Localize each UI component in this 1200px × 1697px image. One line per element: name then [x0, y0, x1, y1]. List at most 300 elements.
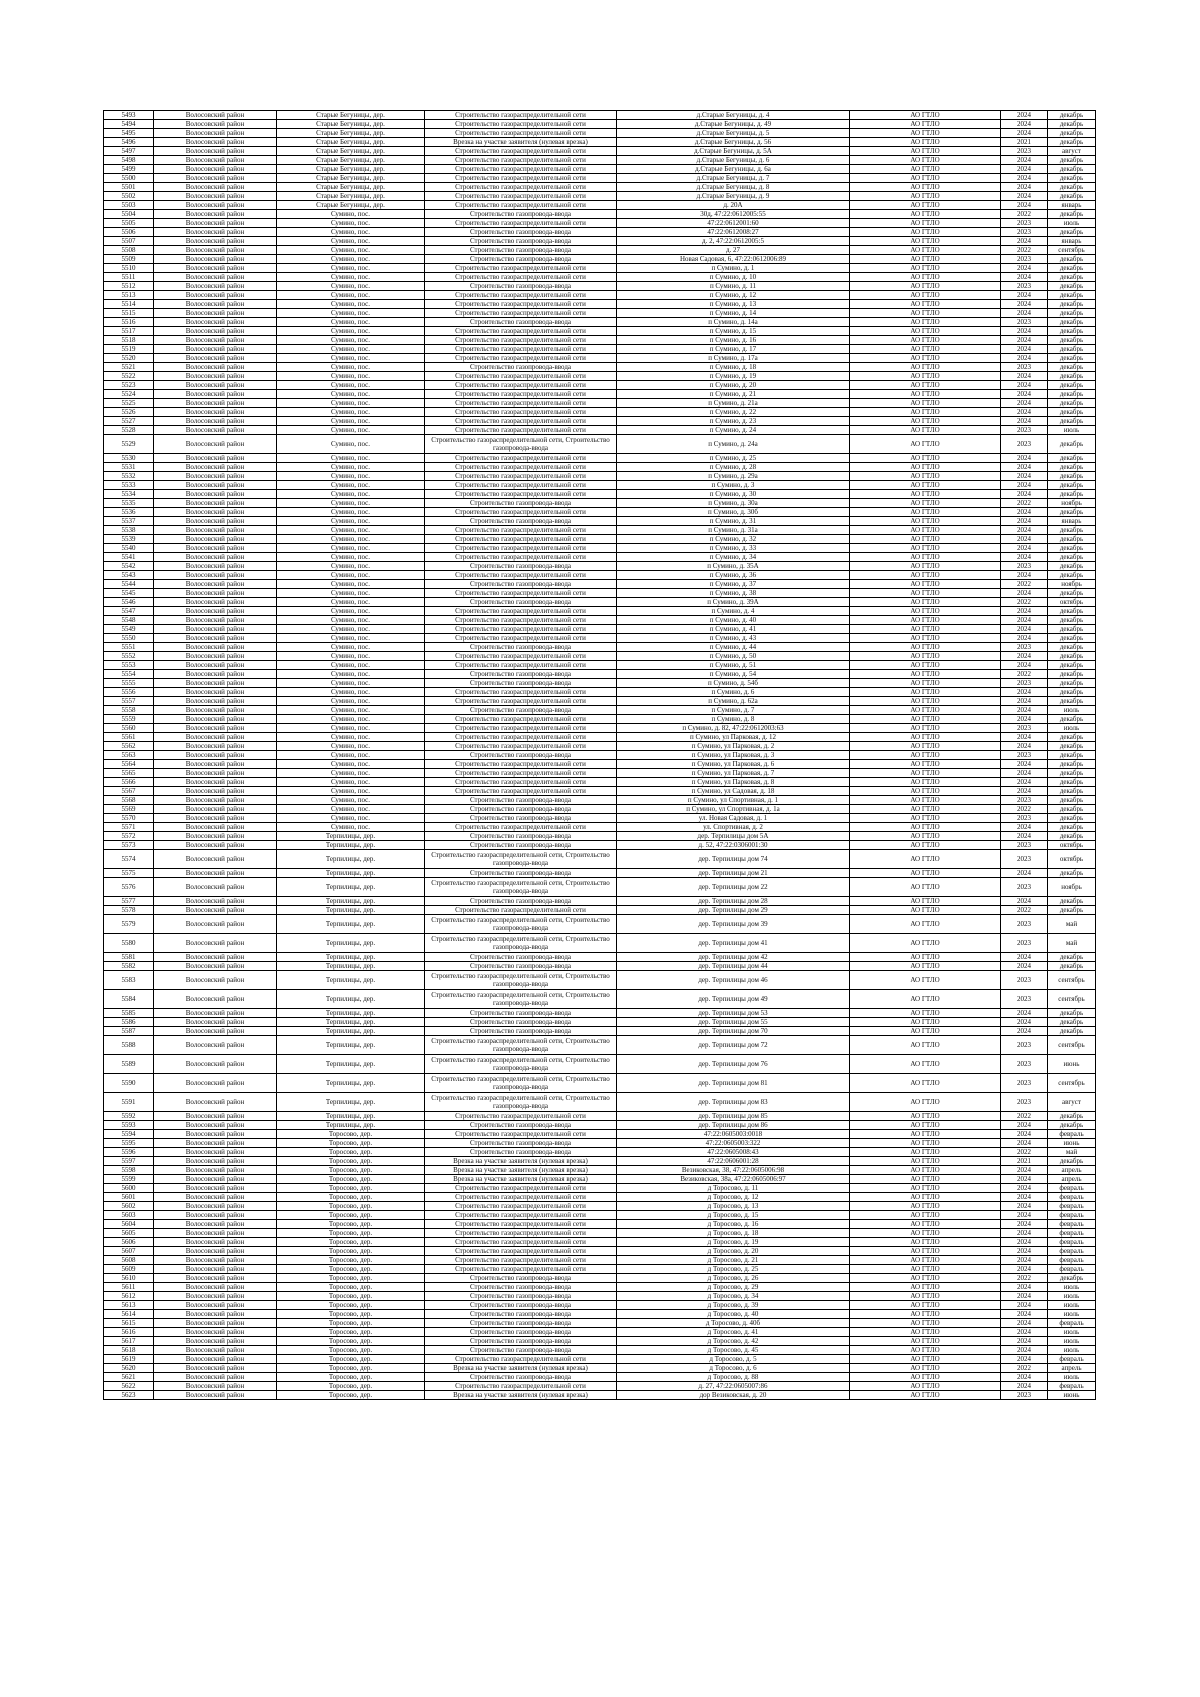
year-cell: 2024 [1001, 454, 1048, 463]
address-cell: п Сумино, д. 10 [617, 273, 850, 282]
year-cell: 2023 [1001, 318, 1048, 327]
month-cell: декабрь [1048, 869, 1096, 878]
settlement-cell: Сумино, пос. [277, 625, 425, 634]
month-cell: декабрь [1048, 787, 1096, 796]
row-number-cell: 5582 [104, 962, 154, 971]
address-cell: 47:22:0612001:60 [617, 219, 850, 228]
address-cell: п Сумино, д. 17а [617, 354, 850, 363]
year-cell: 2024 [1001, 327, 1048, 336]
table-row [104, 1319, 1096, 1328]
table-row [104, 228, 1096, 237]
year-cell: 2023 [1001, 643, 1048, 652]
month-cell: октябрь [1048, 850, 1096, 869]
work-type-cell: Строительство газораспределительной сети [425, 309, 617, 318]
year-cell: 2022 [1001, 670, 1048, 679]
settlement-cell: Сумино, пос. [277, 481, 425, 490]
address-cell: д.Старые Бегуницы, д. 4 [617, 111, 850, 120]
work-type-cell: Строительство газопровода-ввода [425, 1328, 617, 1337]
organization-cell: АО ГТЛО [850, 147, 1001, 156]
district-cell: Волосовский район [154, 724, 277, 733]
year-cell: 2024 [1001, 832, 1048, 841]
row-number-cell: 5524 [104, 390, 154, 399]
organization-cell: АО ГТЛО [850, 327, 1001, 336]
district-cell: Волосовский район [154, 508, 277, 517]
year-cell: 2023 [1001, 363, 1048, 372]
organization-cell: АО ГТЛО [850, 1074, 1001, 1093]
row-number-cell: 5517 [104, 327, 154, 336]
organization-cell: АО ГТЛО [850, 1265, 1001, 1274]
district-cell: Волосовский район [154, 129, 277, 138]
settlement-cell: Терпилицы, дер. [277, 1036, 425, 1055]
work-type-cell: Строительство газопровода-ввода [425, 962, 617, 971]
year-cell: 2024 [1001, 517, 1048, 526]
settlement-cell: Сумино, пос. [277, 679, 425, 688]
district-cell: Волосовский район [154, 1337, 277, 1346]
settlement-cell: Сумино, пос. [277, 291, 425, 300]
row-number-cell: 5549 [104, 625, 154, 634]
settlement-cell: Терпилицы, дер. [277, 1074, 425, 1093]
month-cell: декабрь [1048, 291, 1096, 300]
table-row [104, 878, 1096, 897]
table-row [104, 953, 1096, 962]
address-cell: дер. Терпилицы дом 39 [617, 915, 850, 934]
row-number-cell: 5547 [104, 607, 154, 616]
organization-cell: АО ГТЛО [850, 1139, 1001, 1148]
work-type-cell: Строительство газораспределительной сети [425, 625, 617, 634]
row-number-cell: 5534 [104, 490, 154, 499]
address-cell: д Торосово, д. 88 [617, 1373, 850, 1382]
table-row [104, 906, 1096, 915]
address-cell: дер. Терпилицы дом 5А [617, 832, 850, 841]
settlement-cell: Старые Бегуницы, дер. [277, 165, 425, 174]
district-cell: Волосовский район [154, 805, 277, 814]
row-number-cell: 5540 [104, 544, 154, 553]
month-cell: декабрь [1048, 751, 1096, 760]
work-type-cell: Строительство газопровода-ввода [425, 1319, 617, 1328]
district-cell: Волосовский район [154, 300, 277, 309]
organization-cell: АО ГТЛО [850, 1274, 1001, 1283]
organization-cell: АО ГТЛО [850, 634, 1001, 643]
table-row [104, 526, 1096, 535]
work-type-cell: Строительство газопровода-ввода [425, 814, 617, 823]
row-number-cell: 5520 [104, 354, 154, 363]
address-cell: п Сумино, д. 7 [617, 706, 850, 715]
settlement-cell: Торосово, дер. [277, 1391, 425, 1400]
work-type-cell: Строительство газораспределительной сети [425, 688, 617, 697]
row-number-cell: 5592 [104, 1112, 154, 1121]
work-type-cell: Врезка на участке заявителя (нулевая врезка) [425, 1175, 617, 1184]
row-number-cell: 5496 [104, 138, 154, 147]
row-number-cell: 5538 [104, 526, 154, 535]
settlement-cell: Торосово, дер. [277, 1166, 425, 1175]
work-type-cell: Строительство газораспределительной сети [425, 381, 617, 390]
row-number-cell: 5567 [104, 787, 154, 796]
row-number-cell: 5511 [104, 273, 154, 282]
month-cell: декабрь [1048, 192, 1096, 201]
month-cell: октябрь [1048, 598, 1096, 607]
table-row [104, 1148, 1096, 1157]
organization-cell: АО ГТЛО [850, 742, 1001, 751]
table-row [104, 156, 1096, 165]
address-cell: Везиковская, 38, 47:22:0605006:98 [617, 1166, 850, 1175]
table-row [104, 697, 1096, 706]
row-number-cell: 5618 [104, 1346, 154, 1355]
table-row [104, 544, 1096, 553]
row-number-cell: 5539 [104, 535, 154, 544]
settlement-cell: Торосово, дер. [277, 1130, 425, 1139]
month-cell: июль [1048, 1328, 1096, 1337]
settlement-cell: Сумино, пос. [277, 769, 425, 778]
month-cell: декабрь [1048, 354, 1096, 363]
year-cell: 2024 [1001, 1382, 1048, 1391]
organization-cell: АО ГТЛО [850, 1229, 1001, 1238]
district-cell: Волосовский район [154, 273, 277, 282]
address-cell: п Сумино, д. 4 [617, 607, 850, 616]
work-type-cell: Строительство газораспределительной сети [425, 1112, 617, 1121]
address-cell: дер. Терпилицы дом 83 [617, 1093, 850, 1112]
settlement-cell: Терпилицы, дер. [277, 1121, 425, 1130]
year-cell: 2024 [1001, 544, 1048, 553]
settlement-cell: Сумино, пос. [277, 463, 425, 472]
table-row [104, 823, 1096, 832]
settlement-cell: Сумино, пос. [277, 435, 425, 454]
address-cell: д Торосово, д. 25 [617, 1265, 850, 1274]
address-cell: п Сумино, д. 21а [617, 399, 850, 408]
year-cell: 2022 [1001, 1148, 1048, 1157]
year-cell: 2024 [1001, 417, 1048, 426]
address-cell: д. 20А [617, 201, 850, 210]
organization-cell: АО ГТЛО [850, 237, 1001, 246]
work-type-cell: Строительство газопровода-ввода [425, 282, 617, 291]
year-cell: 2023 [1001, 1074, 1048, 1093]
work-type-cell: Строительство газораспределительной сети [425, 129, 617, 138]
month-cell: декабрь [1048, 832, 1096, 841]
address-cell: дер. Терпилицы дом 70 [617, 1027, 850, 1036]
address-cell: п Сумино, д. 35А [617, 562, 850, 571]
row-number-cell: 5601 [104, 1193, 154, 1202]
address-cell: ул. Спортивная, д. 2 [617, 823, 850, 832]
work-type-cell: Строительство газораспределительной сети [425, 607, 617, 616]
district-cell: Волосовский район [154, 138, 277, 147]
district-cell: Волосовский район [154, 1130, 277, 1139]
year-cell: 2024 [1001, 1166, 1048, 1175]
month-cell: декабрь [1048, 472, 1096, 481]
month-cell: сентябрь [1048, 1036, 1096, 1055]
organization-cell: АО ГТЛО [850, 1373, 1001, 1382]
organization-cell: АО ГТЛО [850, 878, 1001, 897]
table-row [104, 273, 1096, 282]
organization-cell: АО ГТЛО [850, 915, 1001, 934]
settlement-cell: Торосово, дер. [277, 1256, 425, 1265]
year-cell: 2024 [1001, 1328, 1048, 1337]
organization-cell: АО ГТЛО [850, 571, 1001, 580]
work-type-cell: Строительство газораспределительной сети [425, 769, 617, 778]
month-cell: май [1048, 915, 1096, 934]
settlement-cell: Торосово, дер. [277, 1157, 425, 1166]
work-type-cell: Строительство газораспределительной сети [425, 1238, 617, 1247]
work-type-cell: Строительство газопровода-ввода [425, 255, 617, 264]
work-type-cell: Строительство газораспределительной сети [425, 778, 617, 787]
district-cell: Волосовский район [154, 183, 277, 192]
address-cell: д. 52, 47:22:0306001:30 [617, 841, 850, 850]
settlement-cell: Торосово, дер. [277, 1301, 425, 1310]
district-cell: Волосовский район [154, 769, 277, 778]
table-row [104, 327, 1096, 336]
organization-cell: АО ГТЛО [850, 787, 1001, 796]
district-cell: Волосовский район [154, 580, 277, 589]
table-row [104, 850, 1096, 869]
row-number-cell: 5529 [104, 435, 154, 454]
month-cell: декабрь [1048, 490, 1096, 499]
work-type-cell: Строительство газопровода-ввода [425, 580, 617, 589]
table-row [104, 1139, 1096, 1148]
organization-cell: АО ГТЛО [850, 354, 1001, 363]
table-row [104, 481, 1096, 490]
work-type-cell: Строительство газораспределительной сети [425, 823, 617, 832]
organization-cell: АО ГТЛО [850, 508, 1001, 517]
year-cell: 2024 [1001, 1238, 1048, 1247]
table-row [104, 990, 1096, 1009]
district-cell: Волосовский район [154, 165, 277, 174]
year-cell: 2024 [1001, 1355, 1048, 1364]
address-cell: д.Старые Бегуницы, д. 6 [617, 156, 850, 165]
address-cell: п Сумино, д. 33 [617, 544, 850, 553]
district-cell: Волосовский район [154, 1074, 277, 1093]
year-cell: 2024 [1001, 526, 1048, 535]
settlement-cell: Сумино, пос. [277, 634, 425, 643]
organization-cell: АО ГТЛО [850, 472, 1001, 481]
settlement-cell: Торосово, дер. [277, 1247, 425, 1256]
organization-cell: АО ГТЛО [850, 652, 1001, 661]
row-number-cell: 5560 [104, 724, 154, 733]
month-cell: июль [1048, 1337, 1096, 1346]
row-number-cell: 5544 [104, 580, 154, 589]
address-cell: п Сумино, д. 22 [617, 408, 850, 417]
table-row [104, 796, 1096, 805]
year-cell: 2024 [1001, 869, 1048, 878]
table-row [104, 354, 1096, 363]
table-row [104, 733, 1096, 742]
work-type-cell: Строительство газораспределительной сети [425, 372, 617, 381]
year-cell: 2023 [1001, 679, 1048, 688]
address-cell: 47:22:0605003:0018 [617, 1130, 850, 1139]
month-cell: ноябрь [1048, 499, 1096, 508]
settlement-cell: Сумино, пос. [277, 535, 425, 544]
row-number-cell: 5551 [104, 643, 154, 652]
address-cell: 47:22:0606001:28 [617, 1157, 850, 1166]
year-cell: 2022 [1001, 580, 1048, 589]
row-number-cell: 5507 [104, 237, 154, 246]
month-cell: февраль [1048, 1220, 1096, 1229]
work-type-cell: Строительство газораспределительной сети [425, 165, 617, 174]
district-cell: Волосовский район [154, 255, 277, 264]
address-cell: д Торосово, д. 41 [617, 1328, 850, 1337]
work-type-cell: Строительство газораспределительной сети [425, 201, 617, 210]
settlement-cell: Сумино, пос. [277, 553, 425, 562]
organization-cell: АО ГТЛО [850, 562, 1001, 571]
table-row [104, 138, 1096, 147]
month-cell: декабрь [1048, 1157, 1096, 1166]
row-number-cell: 5622 [104, 1382, 154, 1391]
row-number-cell: 5580 [104, 934, 154, 953]
table-row [104, 264, 1096, 273]
address-cell: п Сумино, ул Спортивная, д. 1 [617, 796, 850, 805]
row-number-cell: 5603 [104, 1211, 154, 1220]
row-number-cell: 5593 [104, 1121, 154, 1130]
year-cell: 2024 [1001, 1184, 1048, 1193]
address-cell: д.Старые Бегуницы, д. 9 [617, 192, 850, 201]
month-cell: июль [1048, 219, 1096, 228]
address-cell: дер. Терпилицы дом 21 [617, 869, 850, 878]
month-cell: декабрь [1048, 814, 1096, 823]
year-cell: 2021 [1001, 138, 1048, 147]
table-row [104, 1036, 1096, 1055]
year-cell: 2023 [1001, 1093, 1048, 1112]
organization-cell: АО ГТЛО [850, 345, 1001, 354]
organization-cell: АО ГТЛО [850, 1193, 1001, 1202]
settlement-cell: Сумино, пос. [277, 751, 425, 760]
year-cell: 2024 [1001, 372, 1048, 381]
work-type-cell: Строительство газораспределительной сети, Строительство газопровода-ввода [425, 1036, 617, 1055]
month-cell: декабрь [1048, 435, 1096, 454]
settlement-cell: Старые Бегуницы, дер. [277, 120, 425, 129]
organization-cell: АО ГТЛО [850, 282, 1001, 291]
address-cell: дер. Терпилицы дом 41 [617, 934, 850, 953]
month-cell: август [1048, 1093, 1096, 1112]
district-cell: Волосовский район [154, 309, 277, 318]
organization-cell: АО ГТЛО [850, 1319, 1001, 1328]
address-cell: д Торосово, д. 6 [617, 1364, 850, 1373]
table-row [104, 508, 1096, 517]
month-cell: декабрь [1048, 336, 1096, 345]
organization-cell: АО ГТЛО [850, 1301, 1001, 1310]
work-type-cell: Строительство газораспределительной сети [425, 390, 617, 399]
settlement-cell: Сумино, пос. [277, 508, 425, 517]
district-cell: Волосовский район [154, 841, 277, 850]
table-row [104, 399, 1096, 408]
row-number-cell: 5610 [104, 1274, 154, 1283]
year-cell: 2023 [1001, 796, 1048, 805]
month-cell: декабрь [1048, 183, 1096, 192]
work-type-cell: Строительство газораспределительной сети [425, 906, 617, 915]
row-number-cell: 5571 [104, 823, 154, 832]
work-type-cell: Строительство газораспределительной сети, Строительство газопровода-ввода [425, 878, 617, 897]
district-cell: Волосовский район [154, 1166, 277, 1175]
settlement-cell: Терпилицы, дер. [277, 832, 425, 841]
month-cell: июнь [1048, 1391, 1096, 1400]
address-cell: п Сумино, д. 21 [617, 390, 850, 399]
address-cell: п Сумино, д. 32 [617, 535, 850, 544]
district-cell: Волосовский район [154, 1274, 277, 1283]
settlement-cell: Сумино, пос. [277, 778, 425, 787]
organization-cell: АО ГТЛО [850, 363, 1001, 372]
district-cell: Волосовский район [154, 1382, 277, 1391]
year-cell: 2022 [1001, 246, 1048, 255]
address-cell: д Торосово, д. 45 [617, 1346, 850, 1355]
month-cell: сентябрь [1048, 971, 1096, 990]
document-sheet [103, 110, 1095, 1400]
work-type-cell: Строительство газопровода-ввода [425, 363, 617, 372]
year-cell: 2024 [1001, 264, 1048, 273]
year-cell: 2024 [1001, 463, 1048, 472]
month-cell: ноябрь [1048, 878, 1096, 897]
work-type-cell: Строительство газопровода-ввода [425, 562, 617, 571]
table-row [104, 1193, 1096, 1202]
row-number-cell: 5532 [104, 472, 154, 481]
organization-cell: АО ГТЛО [850, 499, 1001, 508]
address-cell: д Торосово, д. 39 [617, 1301, 850, 1310]
year-cell: 2024 [1001, 192, 1048, 201]
month-cell: январь [1048, 517, 1096, 526]
table-row [104, 282, 1096, 291]
row-number-cell: 5514 [104, 300, 154, 309]
work-type-cell: Строительство газораспределительной сети [425, 472, 617, 481]
district-cell: Волосовский район [154, 562, 277, 571]
address-cell: п Сумино, д. 3 [617, 481, 850, 490]
organization-cell: АО ГТЛО [850, 454, 1001, 463]
settlement-cell: Терпилицы, дер. [277, 934, 425, 953]
month-cell: декабрь [1048, 481, 1096, 490]
work-type-cell: Строительство газораспределительной сети [425, 1193, 617, 1202]
row-number-cell: 5527 [104, 417, 154, 426]
table-row [104, 129, 1096, 138]
year-cell: 2024 [1001, 733, 1048, 742]
district-cell: Волосовский район [154, 417, 277, 426]
address-cell: п Сумино, д. 15 [617, 327, 850, 336]
row-number-cell: 5516 [104, 318, 154, 327]
work-type-cell: Строительство газопровода-ввода [425, 796, 617, 805]
table-row [104, 463, 1096, 472]
organization-cell: АО ГТЛО [850, 1238, 1001, 1247]
year-cell: 2024 [1001, 156, 1048, 165]
table-row [104, 111, 1096, 120]
settlement-cell: Торосово, дер. [277, 1355, 425, 1364]
organization-cell: АО ГТЛО [850, 372, 1001, 381]
address-cell: дер. Терпилицы дом 28 [617, 897, 850, 906]
settlement-cell: Старые Бегуницы, дер. [277, 201, 425, 210]
table-row [104, 1238, 1096, 1247]
row-number-cell: 5557 [104, 697, 154, 706]
table-row [104, 915, 1096, 934]
month-cell: февраль [1048, 1193, 1096, 1202]
table-row [104, 598, 1096, 607]
year-cell: 2024 [1001, 1256, 1048, 1265]
organization-cell: АО ГТЛО [850, 183, 1001, 192]
work-type-cell: Строительство газораспределительной сети, Строительство газопровода-ввода [425, 990, 617, 1009]
table-row [104, 255, 1096, 264]
table-row [104, 1175, 1096, 1184]
row-number-cell: 5608 [104, 1256, 154, 1265]
row-number-cell: 5558 [104, 706, 154, 715]
district-cell: Волосовский район [154, 1211, 277, 1220]
table-row [104, 372, 1096, 381]
district-cell: Волосовский район [154, 336, 277, 345]
work-type-cell: Строительство газопровода-ввода [425, 1346, 617, 1355]
settlement-cell: Сумино, пос. [277, 381, 425, 390]
row-number-cell: 5576 [104, 878, 154, 897]
table-row [104, 652, 1096, 661]
address-cell: п Сумино, д. 19 [617, 372, 850, 381]
address-cell: п Сумино, д. 41 [617, 625, 850, 634]
row-number-cell: 5494 [104, 120, 154, 129]
work-type-cell: Строительство газораспределительной сети, Строительство газопровода-ввода [425, 1074, 617, 1093]
row-number-cell: 5555 [104, 679, 154, 688]
row-number-cell: 5599 [104, 1175, 154, 1184]
organization-cell: АО ГТЛО [850, 897, 1001, 906]
settlement-cell: Сумино, пос. [277, 805, 425, 814]
settlement-cell: Торосово, дер. [277, 1274, 425, 1283]
year-cell: 2023 [1001, 971, 1048, 990]
